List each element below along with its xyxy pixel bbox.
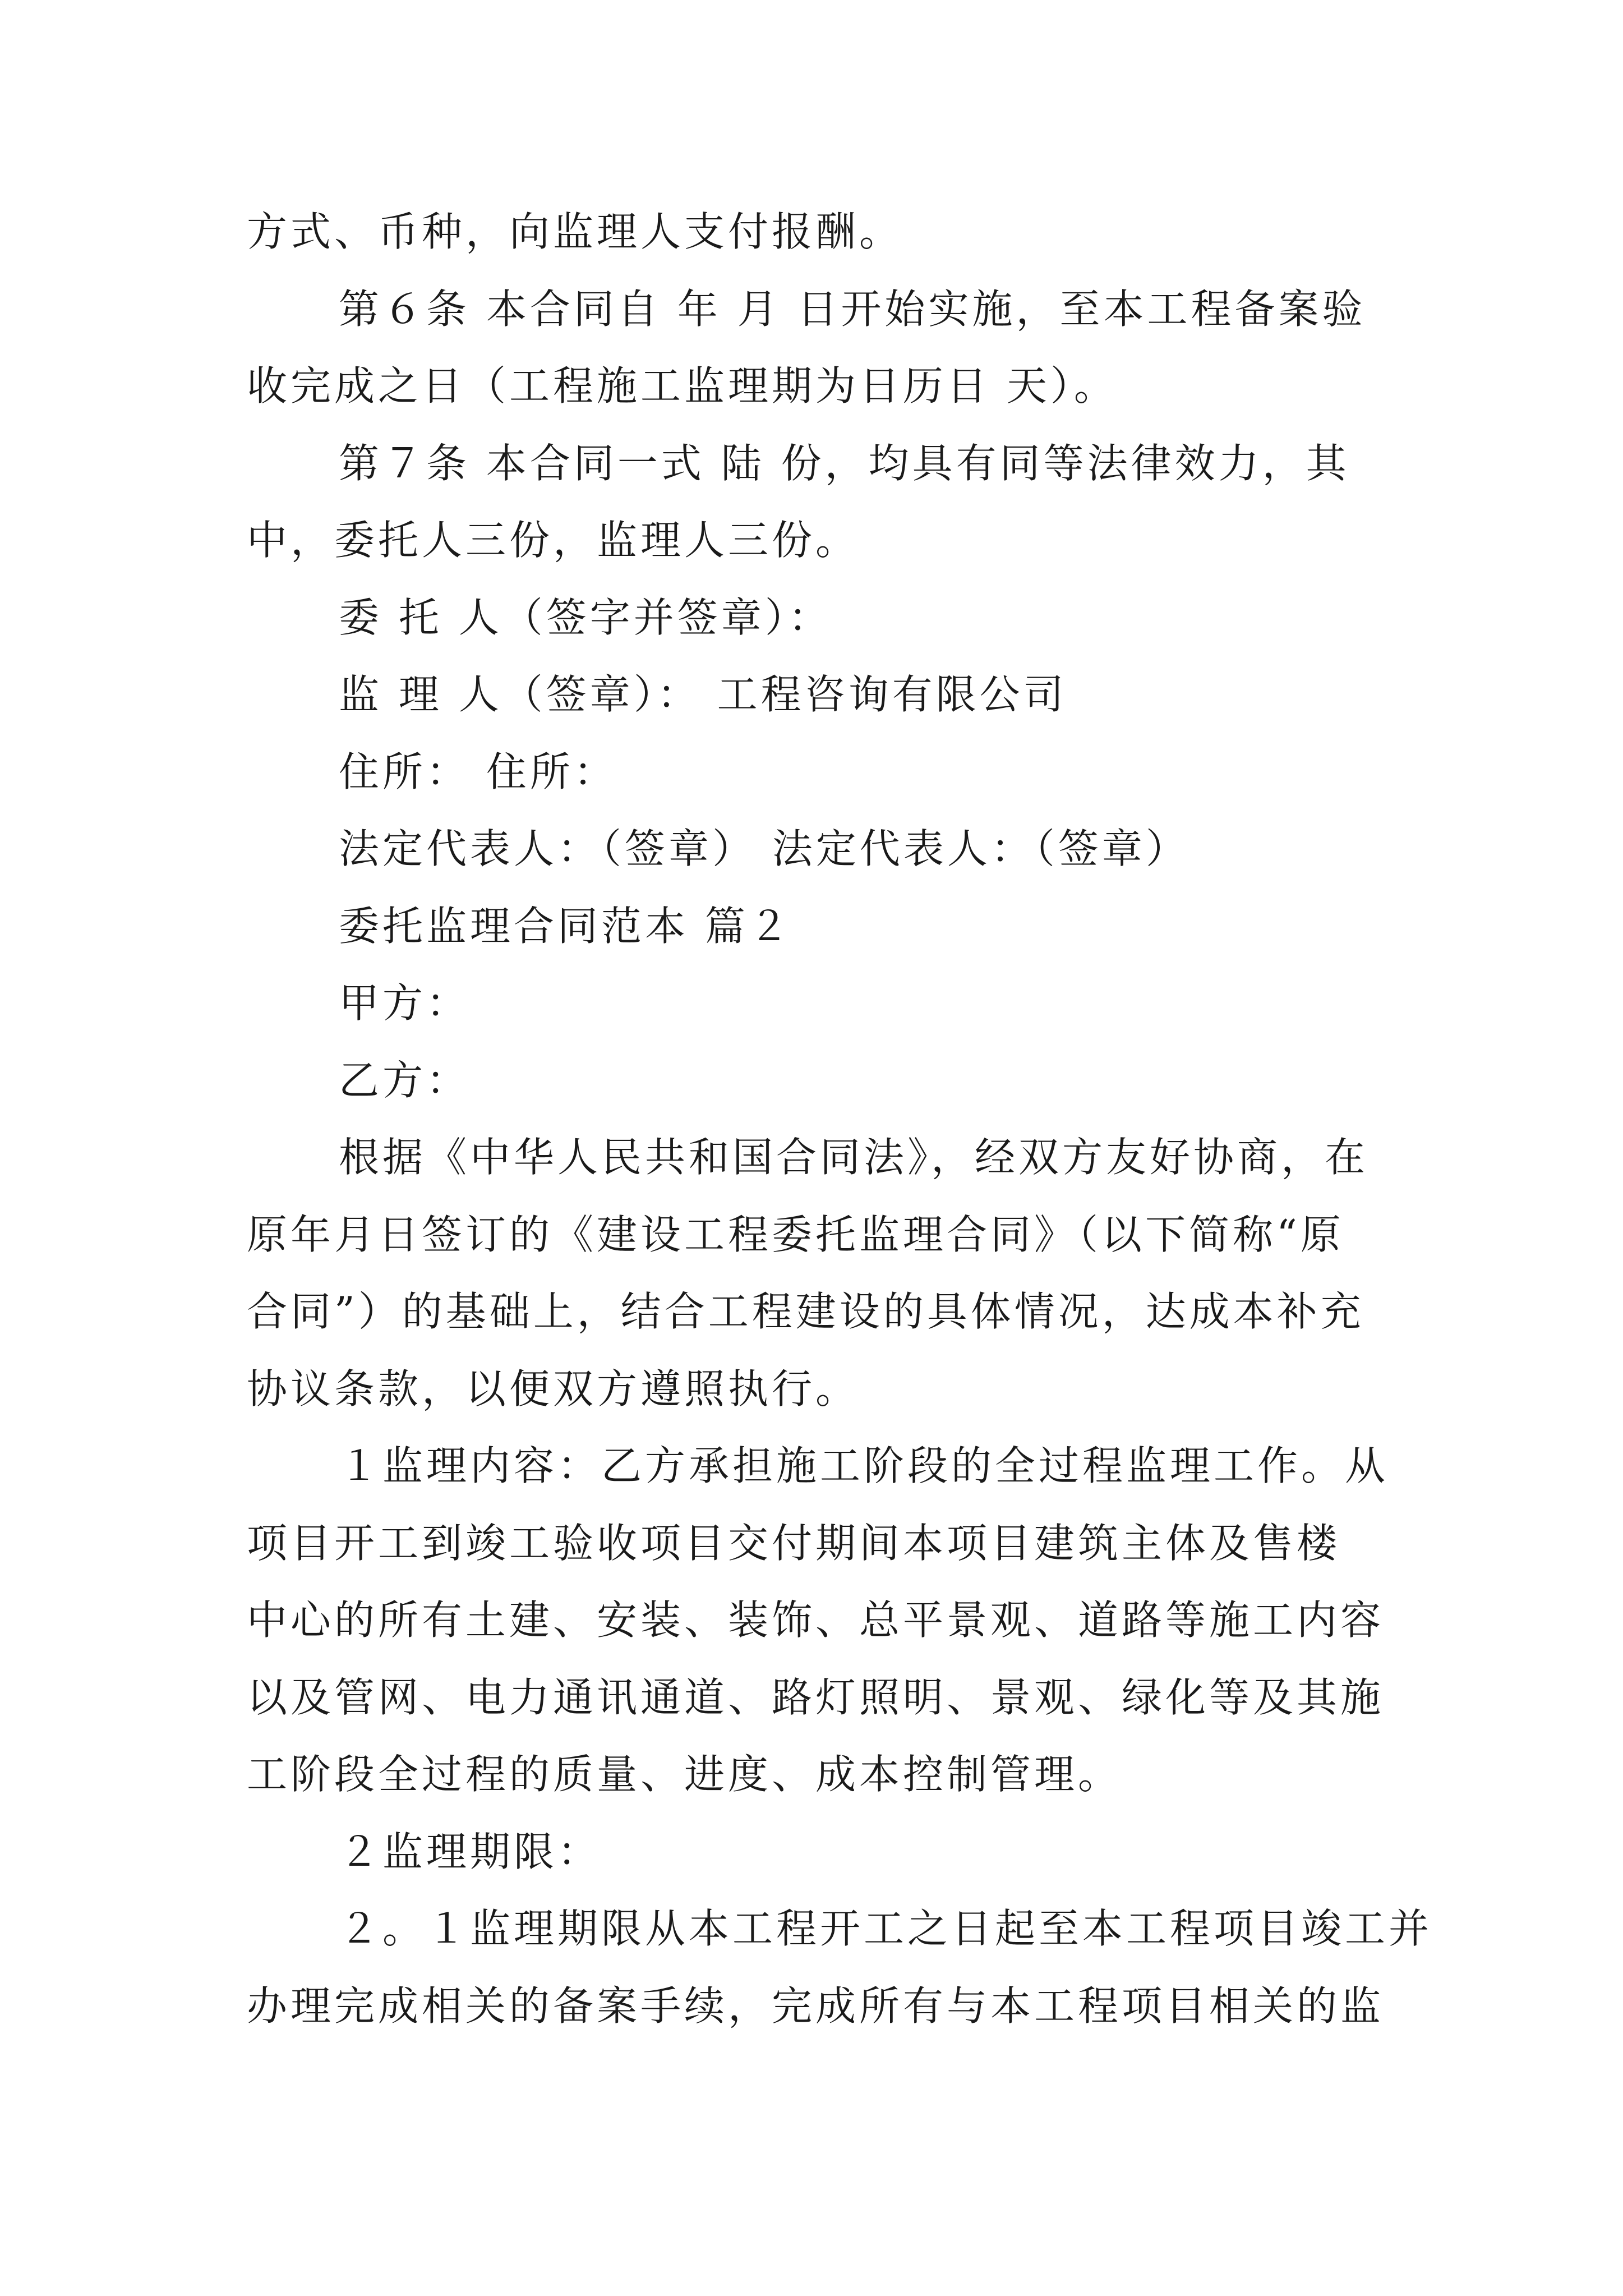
text-line-8: 住所： 住所： [339,748,617,795]
text-line-13: 根据《中华人民共和国合同法》，经双方友好协商，在 [339,1134,1369,1181]
text-line-19: 中心的所有土建、安装、装饰、总平景观、道路等施工内容 [247,1596,1385,1644]
document-body [247,194,1433,2045]
text-line-4: 第７条 本合同一式 陆 份，均具有同等法律效力，其 [339,439,1350,487]
text-line-17: １监理内容：乙方承担施工阶段的全过程监理工作。从 [339,1442,1389,1489]
text-line-18: 项目开工到竣工验收项目交付期间本项目建筑主体及售楼 [247,1519,1341,1567]
text-line-6: 委 托 人（签字并签章）： [339,593,832,641]
section-heading: 委托监理合同范本 篇２ [339,902,792,950]
text-line-1: 方式、币种，向监理人支付报酬。 [247,208,903,255]
text-line-14: 原年月日签订的《建设工程委托监理合同》（以下简称“原 [247,1211,1344,1258]
text-line-22: ２监理期限： [339,1828,602,1875]
text-line-3: 收完成之日（工程施工监理期为日历日 天）。 [247,362,1118,409]
text-line-20: 以及管网、电力通讯通道、路灯照明、景观、绿化等及其施 [247,1673,1385,1721]
text-line-11: 甲方： [339,979,471,1027]
text-line-5: 中，委托人三份，监理人三份。 [247,517,860,564]
text-line-12: 乙方： [339,1056,471,1104]
text-line-23: ２。１监理期限从本工程开工之日起至本工程项目竣工并 [339,1905,1433,1952]
text-line-9: 法定代表人：（签章） 法定代表人：（签章） [339,825,1189,872]
text-line-2: 第６条 本合同自 年 月 日开始实施，至本工程备案验 [339,285,1366,333]
text-line-24: 办理完成相关的备案手续，完成所有与本工程项目相关的监 [247,1982,1385,2030]
text-line-15: 合同”）的基础上，结合工程建设的具体情况，达成本补充 [247,1288,1364,1335]
text-line-7: 监 理 人（签章）： 工程咨询有限公司 [339,671,1067,718]
text-line-16: 协议条款，以便双方遵照执行。 [247,1365,860,1412]
text-line-21: 工阶段全过程的质量、进度、成本控制管理。 [247,1751,1122,1798]
